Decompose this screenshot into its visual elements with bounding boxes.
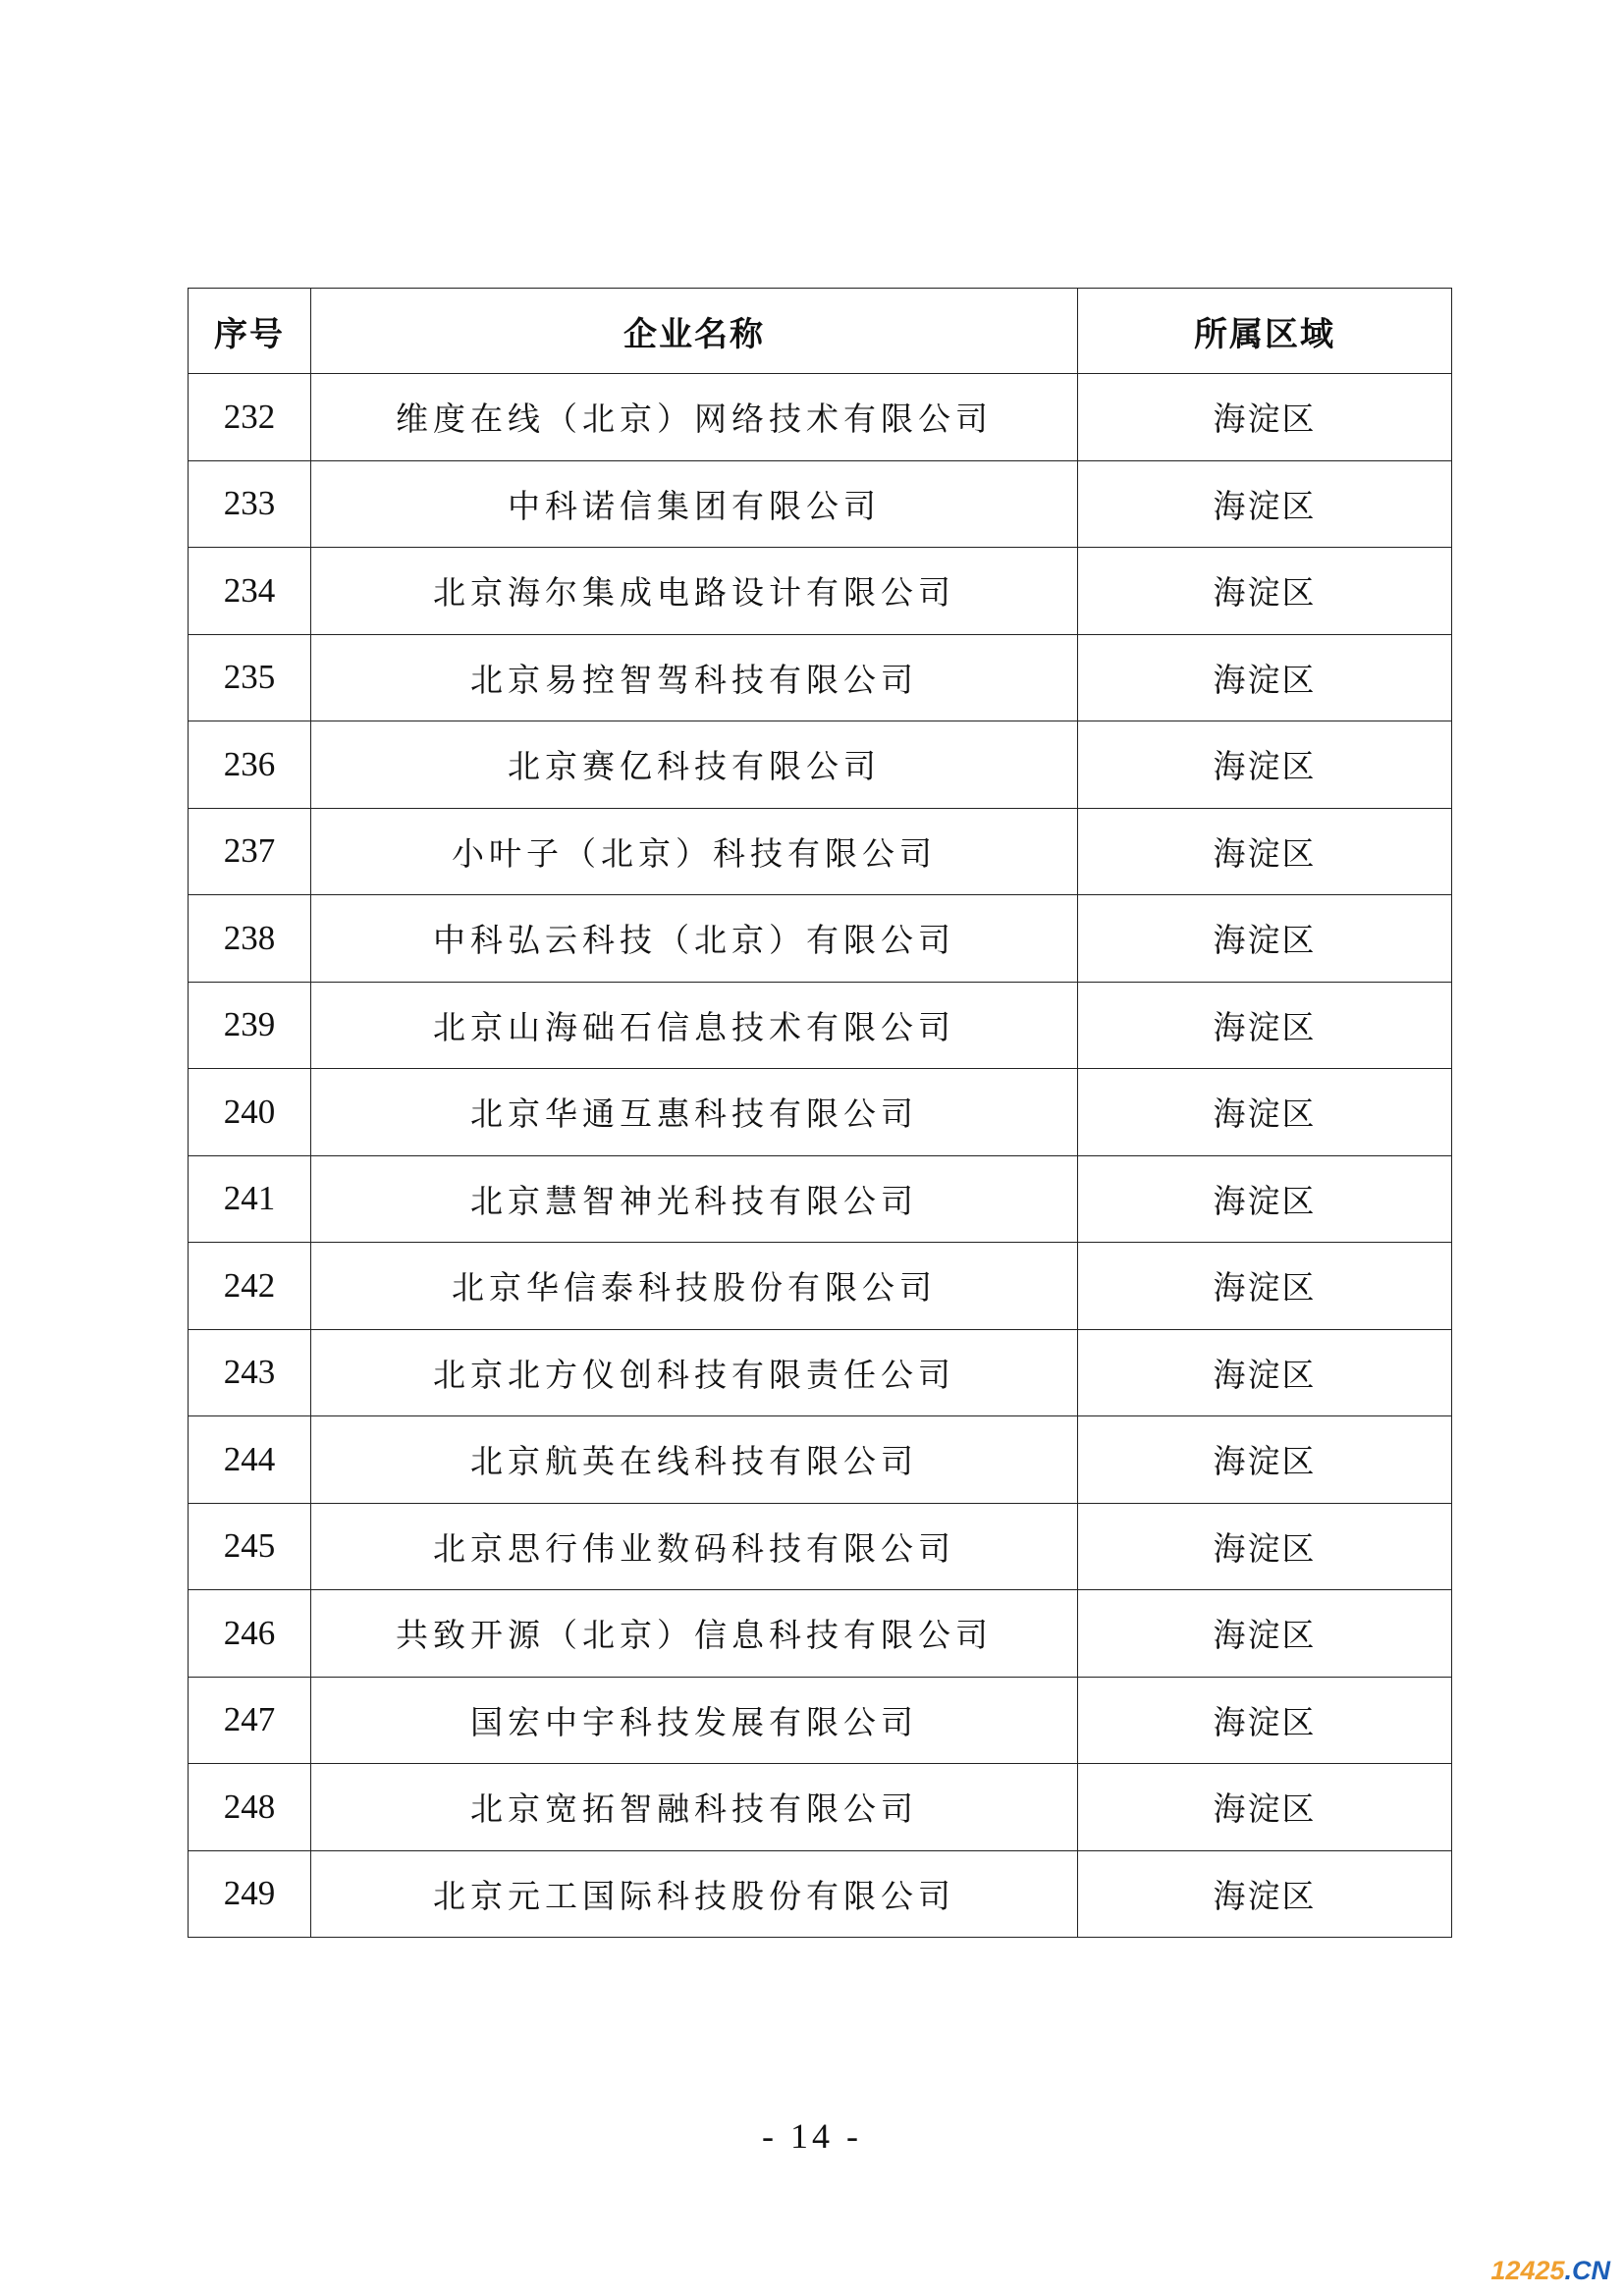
district-name: 海淀区	[1078, 1069, 1452, 1156]
company-name: 北京易控智驾科技有限公司	[311, 634, 1078, 721]
district-name: 海淀区	[1078, 374, 1452, 461]
header-number: 序号	[189, 289, 311, 374]
row-number: 234	[189, 548, 311, 635]
district-name: 海淀区	[1078, 721, 1452, 809]
row-number: 237	[189, 808, 311, 895]
district-name: 海淀区	[1078, 982, 1452, 1069]
table-row	[189, 374, 1452, 461]
company-name: 小叶子（北京）科技有限公司	[311, 808, 1078, 895]
table-row	[189, 1764, 1452, 1851]
row-number: 247	[189, 1677, 311, 1764]
row-number: 239	[189, 982, 311, 1069]
company-name: 维度在线（北京）网络技术有限公司	[311, 374, 1078, 461]
row-number: 240	[189, 1069, 311, 1156]
header-district: 所属区域	[1078, 289, 1452, 374]
district-name: 海淀区	[1078, 1850, 1452, 1938]
district-name: 海淀区	[1078, 1416, 1452, 1504]
district-name: 海淀区	[1078, 1677, 1452, 1764]
company-name: 北京赛亿科技有限公司	[311, 721, 1078, 809]
row-number: 246	[189, 1590, 311, 1678]
company-name: 中科弘云科技（北京）有限公司	[311, 895, 1078, 983]
row-number: 238	[189, 895, 311, 983]
district-name: 海淀区	[1078, 1243, 1452, 1330]
table-row	[189, 548, 1452, 635]
company-table	[188, 288, 1452, 1938]
table-body	[189, 374, 1452, 1938]
row-number: 242	[189, 1243, 311, 1330]
table-row	[189, 1243, 1452, 1330]
row-number: 245	[189, 1503, 311, 1590]
district-name: 海淀区	[1078, 1764, 1452, 1851]
district-name: 海淀区	[1078, 634, 1452, 721]
table-row	[189, 1329, 1452, 1416]
table-row	[189, 895, 1452, 983]
district-name: 海淀区	[1078, 460, 1452, 548]
district-name: 海淀区	[1078, 548, 1452, 635]
watermark-number: 12425	[1490, 2256, 1565, 2285]
table-header-row	[189, 289, 1452, 374]
company-name: 北京华信泰科技股份有限公司	[311, 1243, 1078, 1330]
district-name: 海淀区	[1078, 1503, 1452, 1590]
company-name: 北京北方仪创科技有限责任公司	[311, 1329, 1078, 1416]
table-row	[189, 1590, 1452, 1678]
page-number: - 14 -	[762, 2116, 862, 2156]
company-name: 北京航英在线科技有限公司	[311, 1416, 1078, 1504]
table-row	[189, 1416, 1452, 1504]
district-name: 海淀区	[1078, 1155, 1452, 1243]
row-number: 235	[189, 634, 311, 721]
row-number: 236	[189, 721, 311, 809]
table-row	[189, 460, 1452, 548]
district-name: 海淀区	[1078, 895, 1452, 983]
site-watermark	[1490, 2258, 1610, 2284]
district-name: 海淀区	[1078, 1329, 1452, 1416]
company-name: 北京华通互惠科技有限公司	[311, 1069, 1078, 1156]
table-row	[189, 634, 1452, 721]
company-name: 北京山海础石信息技术有限公司	[311, 982, 1078, 1069]
row-number: 244	[189, 1416, 311, 1504]
table-row	[189, 1503, 1452, 1590]
company-name: 北京慧智神光科技有限公司	[311, 1155, 1078, 1243]
company-name: 北京元工国际科技股份有限公司	[311, 1850, 1078, 1938]
district-name: 海淀区	[1078, 808, 1452, 895]
district-name: 海淀区	[1078, 1590, 1452, 1678]
table-row	[189, 808, 1452, 895]
row-number: 249	[189, 1850, 311, 1938]
row-number: 232	[189, 374, 311, 461]
company-name: 北京海尔集成电路设计有限公司	[311, 548, 1078, 635]
row-number: 241	[189, 1155, 311, 1243]
company-name: 北京思行伟业数码科技有限公司	[311, 1503, 1078, 1590]
company-name: 共致开源（北京）信息科技有限公司	[311, 1590, 1078, 1678]
table-row	[189, 1850, 1452, 1938]
company-name: 国宏中宇科技发展有限公司	[311, 1677, 1078, 1764]
header-company-name: 企业名称	[311, 289, 1078, 374]
watermark-suffix: .CN	[1564, 2256, 1610, 2285]
table-row	[189, 721, 1452, 809]
table-row	[189, 982, 1452, 1069]
row-number: 248	[189, 1764, 311, 1851]
row-number: 233	[189, 460, 311, 548]
row-number: 243	[189, 1329, 311, 1416]
table-row	[189, 1069, 1452, 1156]
company-name: 中科诺信集团有限公司	[311, 460, 1078, 548]
table-row	[189, 1677, 1452, 1764]
company-name: 北京宽拓智融科技有限公司	[311, 1764, 1078, 1851]
table-row	[189, 1155, 1452, 1243]
